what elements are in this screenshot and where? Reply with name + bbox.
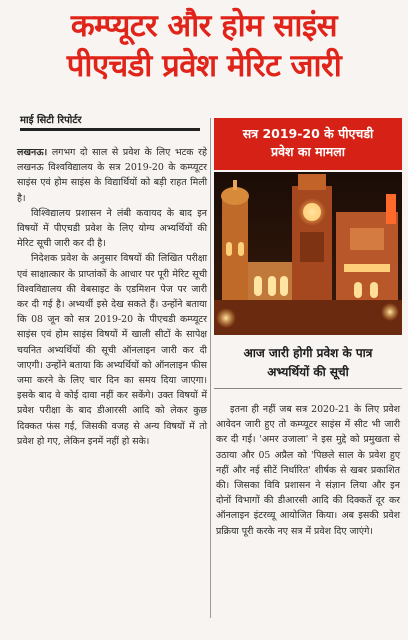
column-divider [210,118,211,618]
kicker-box [214,118,402,170]
caption-line-1: आज जारी होगी प्रवेश के पात्र [243,346,373,360]
headline-line-1: कम्प्यूटर और होम साइंस [70,8,338,44]
paragraph: विश्विद्यालय प्रशासन ने लंबी कवायद के बाद इन विषयों में पीएचडी प्रवेश के लिए योग्य अभ्यर्थियों की मेरिट सूची जारी कर दी है। [17,207,207,250]
university-building-photo [214,172,402,335]
kicker-line-2: प्रवेश का मामला [270,144,345,159]
paragraph: निदेशक प्रवेश के अनुसार विषयों की लिखित परीक्षा एवं साक्षात्कार के प्राप्तांकों के आधार पर पूरी मेरिट सूची विश्वविद्यालय की वेबसाइट के एडमिशन पेज पर जारी कर दी गई है। अभ्यर्थी इसे देख सकते हैं। उन्होंने बताया कि 08 जून को सत्र 2019-20 के पीएचडी कम्प्यूटर साइंस एवं होम साइंस विषयों में खाली सीटों के सापेक्ष चयनित अभ्यर्थियों की सूची ऑनलाइन जारी कर दी जाएगी। उन्होंने बताया कि अभ्यर्थियों को ऑनलाइन फीस जमा करने के लिए चार दिन का समय दिया जाएगा। इसके बाद वे कोई दावा नहीं कर सकेंगे। उक्त विषयों में प्रवेश परीक्षा के बाद डीआरसी आदि को लेकर कुछ दिक्कत फंस गई, जिसकी वजह से अन्य विषयों में तो प्रवेश हो गए, लेकिन इनमें नहीं हो सके। [17,253,207,447]
byline: माई सिटी रिपोर्टर [20,115,82,126]
caption-rule [214,388,402,389]
photo-caption [218,344,398,382]
article-right-column [216,402,400,539]
dateline: लखनऊ। [17,147,48,158]
headline-line-2: पीएचडी प्रवेश मेरिट जारी [66,48,342,84]
paragraph [17,145,207,206]
paragraph-text: लगभग दो साल से प्रवेश के लिए भटक रहे लखनऊ विश्वविद्यालय के सत्र 2019-20 के कम्प्यूटर साइंस एवं होम साइंस के विद्यार्थियों को बड़ी राहत मिली है। [17,147,207,204]
article-left-column [17,145,207,449]
paragraph: इतना ही नहीं जब सत्र 2020-21 के लिए प्रवेश आवेदन जारी हुए तो कम्प्यूटर साइंस में सीट भी जारी कर दी गई। 'अमर उजाला' ने इस मुद्दे को प्रमुखता से उठाया और 05 अप्रैल को 'पिछले साल के प्रवेश हुए नहीं और नई सीटें निर्धारित' शीर्षक से खबर प्रकाशित की। जिसका विवि प्रशासन ने संज्ञान लिया और इन दोनों विभागों की डीआरसी आदि की दिक्कतें दूर कर ऑनलाइन इंटरव्यू आयोजित किया। अब इसकी प्रवेश प्रक्रिया पूरी करके नए सत्र में प्रवेश दिए जाएंगे। [216,404,400,537]
kicker-line-1: सत्र 2019-20 के पीएचडी [242,126,374,141]
caption-line-2: अभ्यर्थियों की सूची [267,365,349,379]
byline-rule [20,128,200,131]
